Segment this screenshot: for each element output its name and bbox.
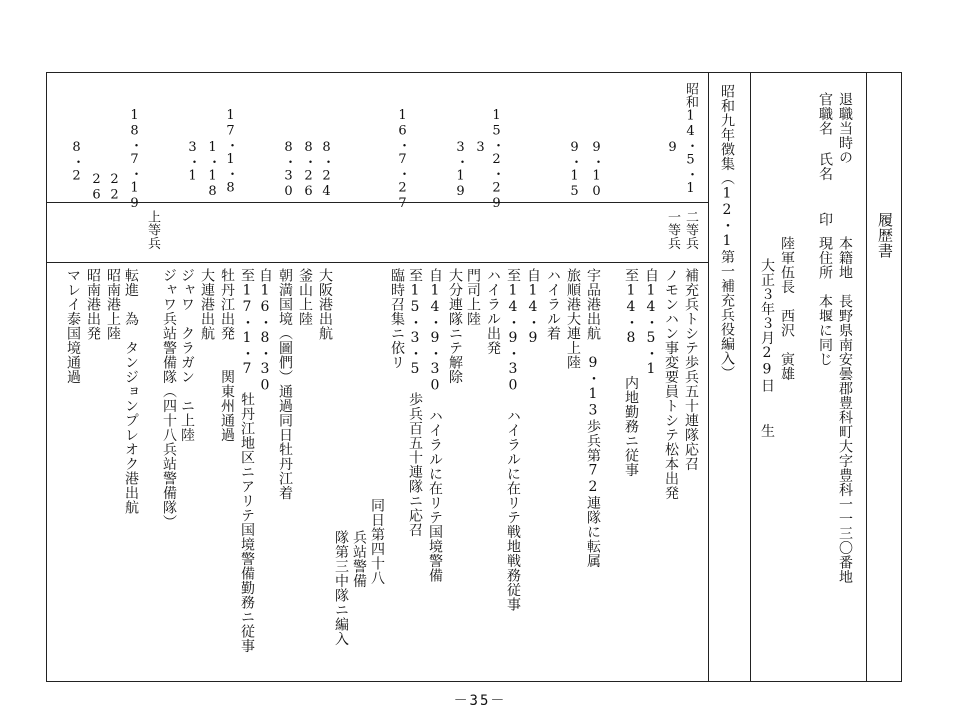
event: 朝満国境（圖們）通過同日牡丹江着 xyxy=(277,268,293,500)
rank: 陸軍伍長 西沢 寅雄 xyxy=(779,236,795,381)
date-item: 9・15 xyxy=(567,140,582,200)
event: 自14・5・1 xyxy=(643,268,659,378)
date-item: 15・2・29 xyxy=(489,108,504,212)
event: 同日第四十八 xyxy=(369,498,385,585)
event: 至14・9・30 ハイラルに在リテ戦地戦務従事 xyxy=(505,268,521,612)
event: ハイラル着 xyxy=(545,268,561,341)
date-item: 17・1・8 xyxy=(223,108,238,196)
date-item: 9 xyxy=(665,140,680,156)
retire-label-2: 官職名 氏名 印 xyxy=(817,92,833,227)
event: 至14・8 内地勤務ニ従事 xyxy=(623,268,639,477)
event: 大阪港出航 xyxy=(317,268,333,341)
event: 臨時召集ニ依リ xyxy=(389,268,405,370)
date-item: 8・2 xyxy=(69,140,84,184)
event: 至17・1・7 牡丹江地区ニアリテ国境警備勤務ニ従事 xyxy=(239,268,255,653)
date-item: 8・26 xyxy=(301,140,316,200)
date-item: 18・7・19 xyxy=(127,108,142,212)
date-item: 1・18 xyxy=(205,140,220,200)
event: 昭南港上陸 xyxy=(105,268,121,341)
genjusho-label: 現住所 xyxy=(817,236,833,280)
date-item: 8・24 xyxy=(319,140,334,200)
grade-superior: 上等兵 xyxy=(145,210,160,250)
event: 牡丹江出発 関東州通過 xyxy=(219,268,235,442)
conscription: 昭和九年徴集（12・1第一補充兵役編入） xyxy=(719,84,735,380)
column-divider xyxy=(750,72,751,682)
date-item: 16・7・27 xyxy=(395,108,410,212)
column-divider xyxy=(708,72,709,682)
event: 大連港出航 xyxy=(199,268,215,341)
event: 釜山上陸 xyxy=(297,268,313,326)
event: 補充兵トシテ歩兵五十連隊応召 xyxy=(683,268,699,471)
date-item: 8・30 xyxy=(281,140,296,200)
birth-date: 大正３年３月29日 生 xyxy=(759,258,775,438)
date-item: 9・10 xyxy=(589,140,604,200)
row-divider xyxy=(46,262,708,263)
event: 大分連隊ニテ解除 xyxy=(447,268,463,384)
date-item: 3 xyxy=(473,140,488,156)
date-item: 22 xyxy=(107,172,122,203)
event: ハイラル出発 xyxy=(485,268,501,355)
event: 至15・3・5 歩兵百五十連隊ニ応召 xyxy=(407,268,423,537)
honseki-label: 本籍地 xyxy=(837,236,853,280)
event: 兵站警備 xyxy=(351,530,367,588)
date-item: 26 xyxy=(89,172,104,203)
date-item: 3・19 xyxy=(453,140,468,200)
event: 旅順港大連上陸 xyxy=(565,268,581,370)
event: 昭南港出発 xyxy=(85,268,101,341)
date-item: 3・1 xyxy=(185,140,200,184)
row-divider xyxy=(46,202,708,203)
grade-second: 二等兵 xyxy=(683,210,698,250)
column-divider xyxy=(866,72,867,682)
page-number: －35－ xyxy=(453,693,507,709)
honseki-value: 長野県南安曇郡豊科町大字豊科一一三〇番地 xyxy=(837,294,853,584)
event: 自16・8・30 xyxy=(257,268,273,394)
document-title: 履歴書 xyxy=(876,212,894,259)
era-label: 昭和14・5・1 xyxy=(683,82,698,197)
event: 宇品港出航 9・13歩兵第72連隊に転属 xyxy=(585,268,601,568)
event: ノモンハン事変要員トシテ松本出発 xyxy=(663,268,679,500)
event: 門司上陸 xyxy=(465,268,481,326)
event: マレイ泰国境通過 xyxy=(65,268,81,384)
grade-first: 一等兵 xyxy=(665,210,680,250)
event: 自14・9・30 ハイラルに在リテ国境警備 xyxy=(427,268,443,583)
event: ジャワ兵站警備隊（四十八兵站警備隊） xyxy=(161,268,177,529)
genjusho-value: 本堰に同じ xyxy=(817,294,833,367)
retire-label: 退職当時の xyxy=(837,92,853,165)
event: 隊第三中隊ニ編入 xyxy=(333,530,349,646)
event: 転進 為 タンジョンプレオク港出航 xyxy=(123,268,139,515)
event: 自14・9 xyxy=(525,268,541,347)
event: ジャワ クラガン ニ上陸 xyxy=(179,268,195,442)
